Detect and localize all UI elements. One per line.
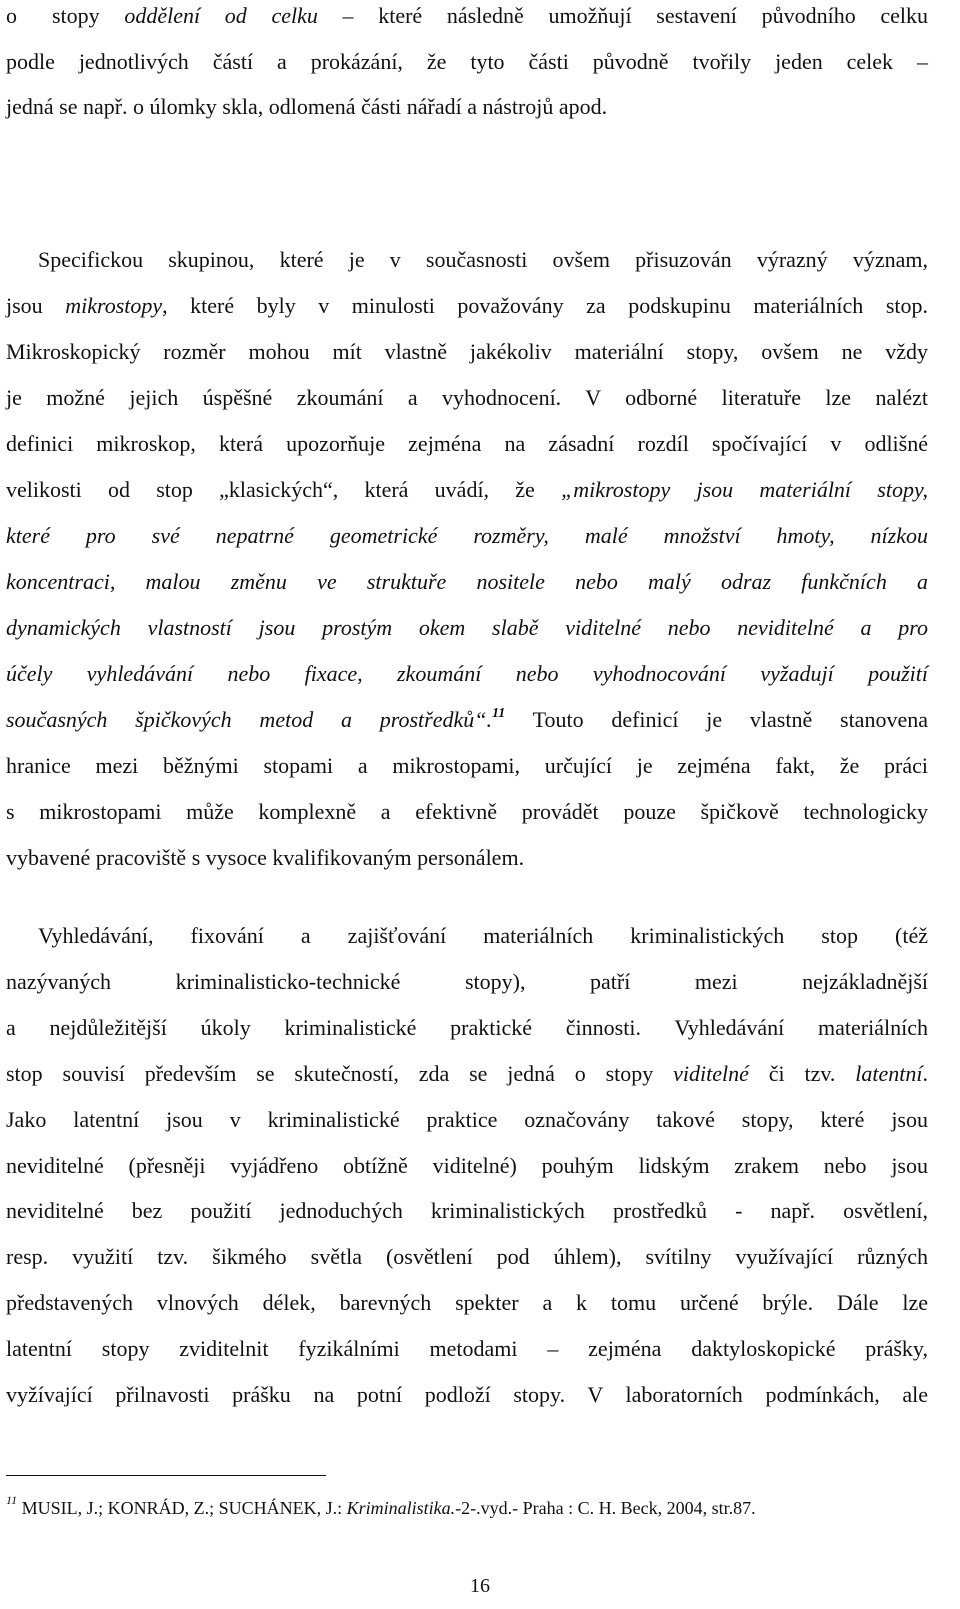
text-run: latentní stopy zviditelnit fyzikálními metodami – zejména daktyloskopické prášky, xyxy=(6,1336,928,1362)
text-line xyxy=(6,338,928,366)
footnote-separator xyxy=(6,1475,326,1476)
text-run: neviditelné bez použití jednoduchých kriminalistických prostředků - např. osvětlení, xyxy=(6,1198,928,1224)
text-line xyxy=(6,1152,928,1180)
text-line xyxy=(6,568,928,596)
text-run: velikosti od stop „klasických“, která uvádí, že xyxy=(6,477,562,502)
italic-run: koncentraci, malou změnu ve struktuře nositele nebo malý odraz funkčních a xyxy=(6,569,928,594)
text-line xyxy=(6,292,928,320)
text-line xyxy=(6,660,928,688)
text-run: hranice mezi běžnými stopami a mikrostopami, určující je zejména fakt, že práci xyxy=(6,753,928,778)
text-line xyxy=(6,752,928,780)
footnote-ref: 11 xyxy=(491,706,506,721)
italic-run: latentní xyxy=(855,1060,923,1086)
text-line xyxy=(6,1381,928,1409)
text-line xyxy=(6,476,928,504)
text-run: – které následně umožňují sestavení původního celku xyxy=(317,3,928,28)
text-run: Specifickou skupinou, které je v současnosti ovšem přisuzován výrazný význam, xyxy=(38,247,928,272)
text-run: resp. využití tzv. šikmého světla (osvětlení pod úhlem), svítilny využívající různých xyxy=(6,1244,928,1270)
footnote xyxy=(6,1493,756,1520)
text-line xyxy=(6,1289,928,1317)
text-run: stopy xyxy=(52,3,125,28)
text-run: nazývaných kriminalisticko-technické stopy), patří mezi nejzákladnější xyxy=(6,968,928,994)
italic-run: které pro své nepatrné geometrické rozměry, malé množství hmoty, nízkou xyxy=(6,523,928,548)
italic-run: viditelné xyxy=(673,1060,749,1086)
text-run: je možné jejich úspěšné zkoumání a vyhodnocení. V odborné literatuře lze nalézt xyxy=(6,385,928,410)
italic-run: mikrostopy xyxy=(65,293,163,318)
text-line xyxy=(6,1335,928,1363)
text-line xyxy=(6,430,928,458)
text-run: Jako latentní jsou v kriminalistické praktice označovány takové stopy, které jsou xyxy=(6,1106,928,1132)
text-line xyxy=(6,522,928,550)
italic-run: dynamických vlastností jsou prostým okem slabě viditelné nebo neviditelné a pro xyxy=(6,615,928,640)
text-line xyxy=(38,922,928,950)
text-run: MUSIL, J.; KONRÁD, Z.; SUCHÁNEK, J.: xyxy=(21,1498,347,1518)
italic-run: Kriminalistika. xyxy=(346,1498,456,1518)
text-line xyxy=(6,1197,928,1225)
text-run: Mikroskopický rozměr mohou mít vlastně jakékoliv materiální stopy, ovšem ne vždy xyxy=(6,339,928,364)
text-run: -2-.vyd.- Praha : C. H. Beck, 2004, str.87. xyxy=(455,1498,756,1518)
text-run: Vyhledávání, fixování a zajišťování materiálních kriminalistických stop (též xyxy=(38,923,928,948)
text-line xyxy=(6,798,928,826)
text-line xyxy=(6,614,928,642)
italic-run: oddělení od celku xyxy=(124,3,318,28)
text-line xyxy=(6,968,928,996)
text-run: . xyxy=(922,1060,928,1086)
text-run: a nejdůležitější úkoly kriminalistické praktické činnosti. Vyhledávání materiálních xyxy=(6,1014,928,1040)
text-line xyxy=(6,1060,928,1088)
page-number: 16 xyxy=(470,1575,490,1597)
text-run: Touto definicí je vlastně stanovena xyxy=(505,707,928,732)
text-line xyxy=(6,48,928,76)
text-run: vyžívající přilnavosti prášku na potní podloží stopy. V laboratorních podmínkách, ale xyxy=(6,1382,928,1407)
italic-run: současných špičkových metod a prostředků“. xyxy=(6,707,492,732)
text-line xyxy=(6,706,928,734)
text-line xyxy=(6,844,928,872)
italic-run: účely vyhledávání nebo fixace, zkoumání nebo vyhodnocování vyžadují použití xyxy=(6,661,928,686)
text-line xyxy=(6,1014,928,1042)
text-run: , které byly v minulosti považovány za podskupinu materiálních stop. xyxy=(162,293,928,318)
text-line xyxy=(6,93,928,121)
text-line xyxy=(6,384,928,412)
text-run: představených vlnových délek, barevných spekter a k tomu určené brýle. Dále lze xyxy=(6,1290,928,1316)
footnote-number: 11 xyxy=(6,1493,18,1507)
text-run: definici mikroskop, která upozorňuje zejména na zásadní rozdíl spočívající v odlišné xyxy=(6,431,928,456)
text-line xyxy=(6,1106,928,1134)
bullet-marker: o xyxy=(6,3,17,28)
text-run: neviditelné (přesněji vyjádřeno obtížně viditelné) pouhým lidským zrakem nebo jsou xyxy=(6,1152,928,1178)
text-run: stop souvisí především se skutečností, zda se jedná o stopy xyxy=(6,1060,674,1086)
text-run: jsou xyxy=(6,293,66,318)
text-line xyxy=(6,1243,928,1271)
italic-run: „mikrostopy jsou materiální stopy, xyxy=(561,477,929,502)
text-line xyxy=(38,246,928,274)
text-run: s mikrostopami může komplexně a efektivně provádět pouze špičkově technologicky xyxy=(6,799,928,824)
text-run: podle jednotlivých částí a prokázání, že tyto části původně tvořily jeden celek – xyxy=(6,48,928,74)
text-run: či tzv. xyxy=(748,1060,856,1086)
text-run: vybavené pracoviště s vysoce kvalifikovaným personálem. xyxy=(6,845,525,870)
text-run: jedná se např. o úlomky skla, odlomená části nářadí a nástrojů apod. xyxy=(6,94,608,119)
